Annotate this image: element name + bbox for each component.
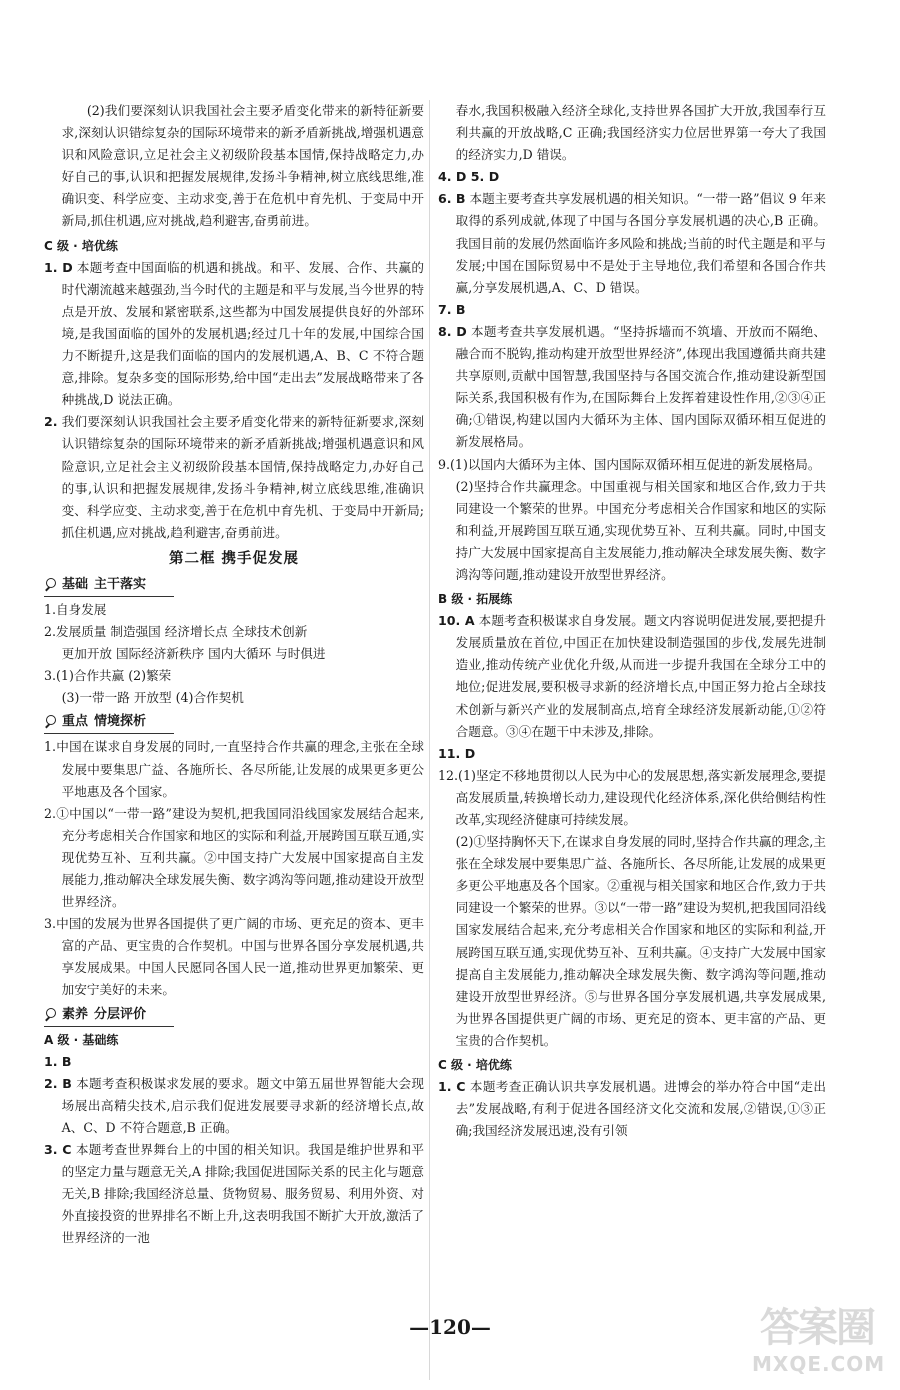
answer-item	[438, 321, 826, 454]
answer-paragraph: (2)①坚持胸怀天下,在谋求自身发展的同时,坚持合作共赢的理念,主张在全球发展中要集思广益、各施所长、各尽所能,让发展的成果更多更公平地惠及各个国家。②重视与相关国家和地区合作,致力于共同建设一个繁荣的世界。③以“一带一路”建设为契机,把我国同沿线国家发展结合起来,充分考虑相关合作国家和地区的实际和利益,开展跨国互联互通,实现优势互补、互利共赢。④支持广大发展中国家提高自主发展能力,推动解决全球发展失衡、数字鸿沟等问题,推动建设开放型世界经济。⑤与世界各国分享发展机遇,共享发展成果,为世界各国提供更广阔的市场、更充足的资本、更丰富的产品、更宝贵的合作契机。	[455, 834, 826, 1048]
answer-item	[438, 188, 826, 298]
answer-line: 2.发展质量 制造强国 经济增长点 全球技术创新	[44, 624, 308, 640]
answer-paragraph: (2)我们要深刻认识我国社会主要矛盾变化带来的新特征新要求,深刻认识错综复杂的国际环境带来的新矛盾新挑战,增强机遇意识和风险意识,立足社会主义初级阶段基本国情,保持战略定力,办好自己的事,认识和把握发展规律,发扬斗争精神,树立底线思维,准确识变、科学应变、主动求变,善于在危机中育先机、于变局中开新局,抓住机遇,应对挑战,趋利避害,奋勇前进。	[61, 103, 424, 229]
answer-number: 2. B	[44, 1075, 72, 1091]
answer-line: 1. B	[44, 1053, 72, 1069]
answer-item	[44, 1073, 424, 1139]
answer-item: 9.(1)以国内大循环为主体、国内国际双循环相互促进的新发展格局。	[438, 456, 821, 472]
magnifier-icon	[44, 715, 58, 729]
answer-line: 更加开放 国际经济新秩序 国内大循环 与时俱进	[61, 646, 326, 662]
watermark	[752, 1304, 886, 1384]
level-heading-c: C 级 · 培优练	[438, 1058, 512, 1073]
answer-number: 1. D	[44, 259, 73, 275]
left-column	[44, 100, 424, 1250]
answer-item	[438, 1076, 826, 1142]
answer-text: 本题考查积极谋求发展的要求。题文中第五届世界智能大会现场展出高精尖技术,启示我们促进发展要寻求新的经济增长点,故 A、C、D 不符合题意,B 正确。	[61, 1075, 424, 1135]
answer-text: 本题考查中国面临的机遇和挑战。和平、发展、合作、共赢的时代潮流越来越强劲,当今时代的主题是和平与发展,当今世界的特点是开放、发展和紧密联系,这些都为中国发展提供良好的外部环境,是我国面临的国外的发展机遇;经过几十年的发展,中国综合国力不断提升,这是我们面临的国内的发展机遇,A、B、C 不符合题意,排除。复杂多变的国际形势,给中国“走出去”发展战略带来了各种挑战,D 说法正确。	[61, 259, 424, 408]
watermark-url: MXQE.COM	[752, 1352, 886, 1376]
answer-number: 10. A	[438, 613, 475, 629]
watermark-logo: 答案圈	[760, 1305, 874, 1351]
section-tag-focus	[44, 711, 174, 734]
answer-line: 7. B	[438, 301, 466, 317]
answer-item	[44, 411, 424, 544]
answer-text: 本题考查正确认识共享发展机遇。进博会的举办符合中国“走出去”发展战略,有利于促进各国经济文化交流和发展,②错误,①③正确;我国经济发展迅速,没有引领	[455, 1079, 826, 1139]
answer-paragraph: 春水,我国积极融入经济全球化,支持世界各国扩大开放,我国奉行互利共赢的开放战略,C 正确;我国经济实力位居世界第一夸大了我国的经济实力,D 错误。	[455, 103, 826, 163]
section-tag-literacy	[44, 1004, 174, 1027]
answer-line: 4. D 5. D	[438, 169, 500, 185]
answer-text: 我们要深刻认识我国社会主要矛盾变化带来的新特征新要求,深刻认识错综复杂的国际环境带来的新矛盾新挑战;增强机遇意识和风险意识,立足社会主义初级阶段基本国情,保持战略定力,办好自己的事,认识和把握发展规律,发扬斗争精神,树立底线思维,准确识变、科学应变、主动求变,善于在危机中育先机、于变局中开新局;抓住机遇,应对挑战,趋利避害,奋勇前进。	[57, 414, 424, 540]
magnifier-icon	[44, 1008, 58, 1022]
answer-item	[44, 257, 424, 412]
section-title: 第二框 携手促发展	[168, 550, 300, 567]
answer-line: (3)一带一路 开放型 (4)合作契机	[61, 690, 244, 706]
answer-text: 本题考查共享发展机遇。“坚持拆墙而不筑墙、开放而不隔绝、融合而不脱钩,推动构建开放型世界经济”,体现出我国遵循共商共建共享原则,贡献中国智慧,我国坚持与各国交流合作,推动建设新型国际关系,我国积极有作为,在国际舞台上发挥着建设性作用,②③④正确;①错误,构建以国内大循环为主体、国内国际双循环相互促进的新发展格局。	[455, 323, 826, 450]
section-tag-basics	[44, 574, 174, 597]
column-divider	[429, 100, 430, 1380]
answer-text: 本题考查世界舞台上的中国的相关知识。我国是维护世界和平的坚定力量与题意无关,A 排除;我国促进国际关系的民主化与题意无关,B 排除;我国经济总量、货物贸易、服务贸易、利用外资、对外直接投资的世界排名不断上升,这表明我国不断扩大开放,激活了世界经济的一池	[61, 1142, 424, 1246]
answer-line: 11. D	[438, 745, 476, 761]
answer-line: 1.自身发展	[44, 601, 107, 617]
answer-item	[438, 610, 826, 743]
answer-number: 3. C	[44, 1142, 72, 1158]
answer-number: 8. D	[438, 323, 467, 339]
answer-number: 1. C	[438, 1079, 466, 1095]
level-heading-c: C 级 · 培优练	[44, 238, 118, 253]
right-column	[438, 100, 826, 1142]
answer-item: 3.中国的发展为世界各国提供了更广阔的市场、更充足的资本、更丰富的产品、更宝贵的合作契机。中国与世界各国分享发展机遇,共享发展成果。中国人民愿同各国人民一道,推动世界更加繁荣、更加安宁美好的未来。	[44, 916, 424, 998]
answer-item: 2.①中国以“一带一路”建设为契机,把我国同沿线国家发展结合起来,充分考虑相关合作国家和地区的实际和利益,开展跨国互联互通,实现优势互补、互利共赢。②中国支持广大发展中国家提高自主发展能力,推动解决全球发展失衡、数字鸿沟等问题,推动建设开放型世界经济。	[44, 805, 424, 910]
tag-main: 素养	[62, 1006, 89, 1022]
tag-sub: 分层评价	[94, 1006, 147, 1022]
answer-number: 2.	[44, 414, 58, 430]
answer-line: 3.(1)合作共赢 (2)繁荣	[44, 668, 172, 684]
magnifier-icon	[44, 578, 58, 592]
tag-main: 基础	[62, 576, 89, 592]
page-number: —120—	[409, 1315, 491, 1339]
answer-item: 12.(1)坚定不移地贯彻以人民为中心的发展思想,落实新发展理念,要提高发展质量,转换增长动力,建设现代化经济体系,深化供给侧结构性改革,实现经济健康可持续发展。	[438, 767, 826, 827]
answer-text: 本题考查积极谋求自身发展。题文内容说明促进发展,要把提升发展质量放在首位,中国正在加快建设制造强国的步伐,发展先进制造业,推动传统产业优化升级,从而进一步提升我国在全球分工中的地位;促进发展,要积极寻求新的经济增长点,中国正努力抢占全球技术创新与新兴产业的发展制高点,培育全球经济发展新动能,①②符合题意。③④在题干中未涉及,排除。	[455, 613, 826, 739]
tag-main: 重点	[62, 714, 89, 730]
tag-sub: 主干落实	[94, 576, 147, 592]
answer-paragraph: (2)坚持合作共赢理念。中国重视与相关国家和地区合作,致力于共同建设一个繁荣的世界。中国充分考虑相关合作国家和地区的实际和利益,开展跨国互联互通,实现优势互补、互利共赢。同时,中国支持广大发展中国家提高自主发展能力,推动解决全球发展失衡、数字鸿沟等问题,推动建设开放型世界经济。	[455, 478, 826, 582]
level-heading-a: A 级 · 基础练	[44, 1032, 119, 1047]
answer-item	[44, 1139, 424, 1249]
answer-number: 6. B	[438, 191, 466, 207]
level-heading-b: B 级 · 拓展练	[438, 592, 513, 607]
answer-text: 本题主要考查共享发展机遇的相关知识。“一带一路”倡议 9 年来取得的系列成就,体现了中国与各国分享发展机遇的决心,B 正确。我国目前的发展仍然面临许多风险和挑战;当前的时代主题是和平与发展;中国在国际贸易中不是处于主导地位,我们希望和各国合作共赢,分享发展机遇,A、C、D 错误。	[455, 191, 827, 295]
tag-sub: 情境探析	[94, 714, 147, 730]
answer-item: 1.中国在谋求自身发展的同时,一直坚持合作共赢的理念,主张在全球发展中要集思广益、各施所长、各尽所能,让发展的成果更多更公平地惠及各个国家。	[44, 739, 424, 799]
